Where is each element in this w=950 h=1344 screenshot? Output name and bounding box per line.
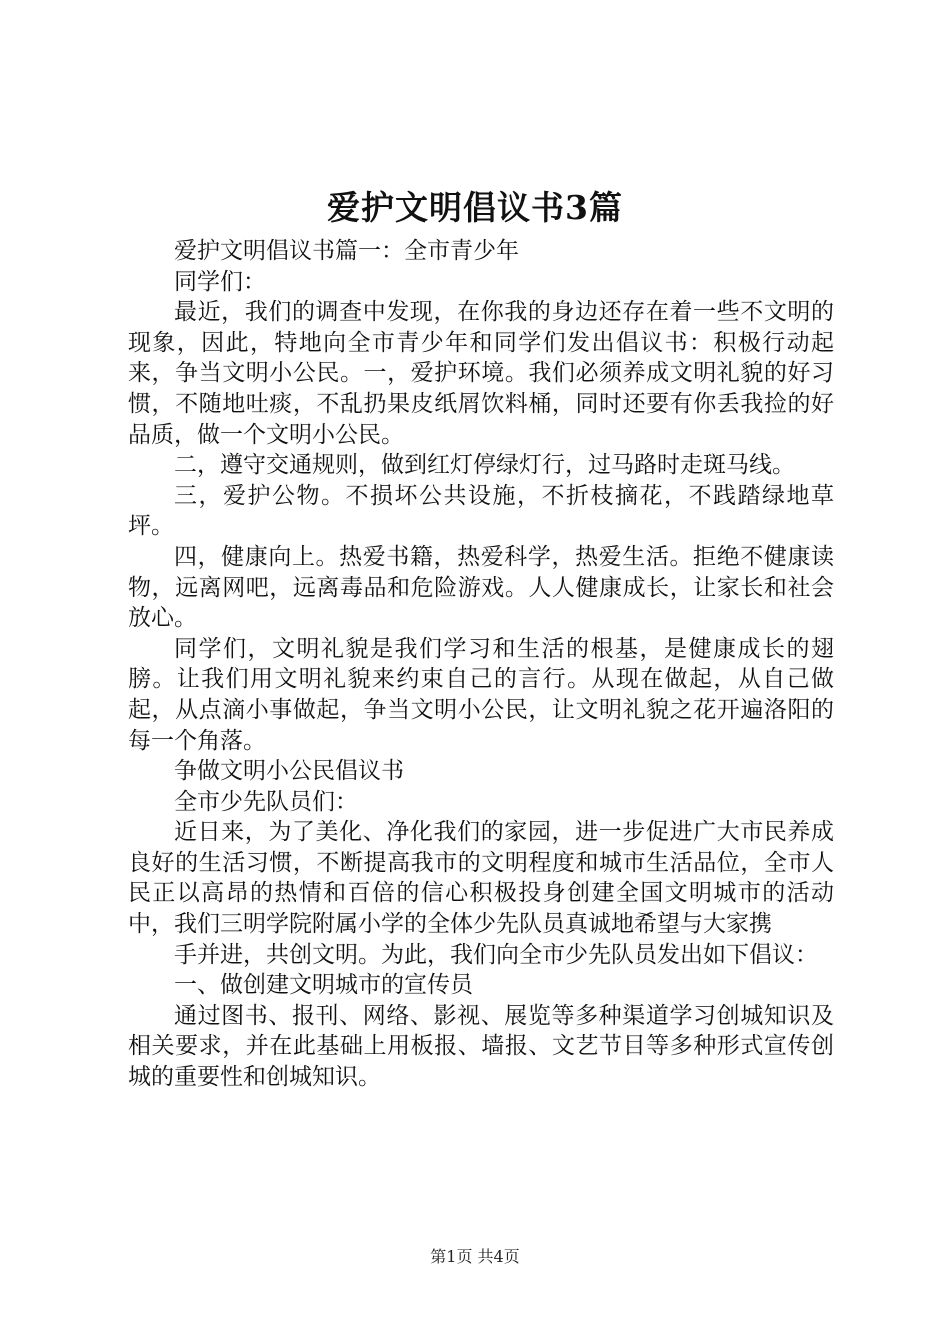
paragraph: 通过图书、报刊、网络、影视、展览等多种渠道学习创城知识及相关要求，并在此基础上用板报、墙报、文艺节目等多种形式宣传创城的重要性和创城知识。 — [128, 1002, 834, 1091]
paragraph: 最近，我们的调查中发现，在你我的身边还存在着一些不文明的现象，因此，特地向全市青少年和同学们发出倡议书：积极行动起来，争当文明小公民。一，爱护环境。我们必须养成文明礼貌的好习惯，不随地吐痰，不乱扔果皮纸屑饮料桶，同时还要有你丢我捡的好品质，做一个文明小公民。 — [128, 299, 834, 448]
paragraph: 近日来，为了美化、净化我们的家园，进一步促进广大市民养成良好的生活习惯，不断提高我市的文明程度和城市生活品位，全市人民正以高昂的热情和百倍的信心积极投身创建全国文明城市的活动中，我们三明学院附属小学的全体少先队员真诚地希望与大家携 — [128, 819, 834, 938]
document-body — [128, 236, 834, 1093]
paragraph: 一、做创建文明城市的宣传员 — [174, 972, 473, 999]
paragraph: 争做文明小公民倡议书 — [174, 758, 404, 785]
paragraph: 全市少先队员们： — [174, 788, 358, 815]
paragraph: 二，遵守交通规则，做到红灯停绿灯行，过马路时走斑马线。 — [174, 452, 795, 479]
paragraph: 手并进，共创文明。为此，我们向全市少先队员发出如下倡议： — [174, 941, 818, 968]
paragraph: 爱护文明倡议书篇一：全市青少年 — [174, 238, 519, 264]
paragraph: 三，爱护公物。不损坏公共设施，不折枝摘花，不践踏绿地草坪。 — [128, 482, 834, 540]
document-title: 爱护文明倡议书3篇 — [327, 188, 623, 227]
paragraph: 同学们： — [174, 268, 266, 295]
paragraph: 同学们，文明礼貌是我们学习和生活的根基，是健康成长的翅膀。让我们用文明礼貌来约束自己的言行。从现在做起，从自己做起，从点滴小事做起，争当文明小公民，让文明礼貌之花开遍洛阳的每一个角落。 — [128, 635, 834, 754]
paragraph: 四，健康向上。热爱书籍，热爱科学，热爱生活。拒绝不健康读物，远离网吧，远离毒品和危险游戏。人人健康成长，让家长和社会放心。 — [128, 543, 834, 632]
page-footer: 第1页 共4页 — [430, 1247, 520, 1266]
